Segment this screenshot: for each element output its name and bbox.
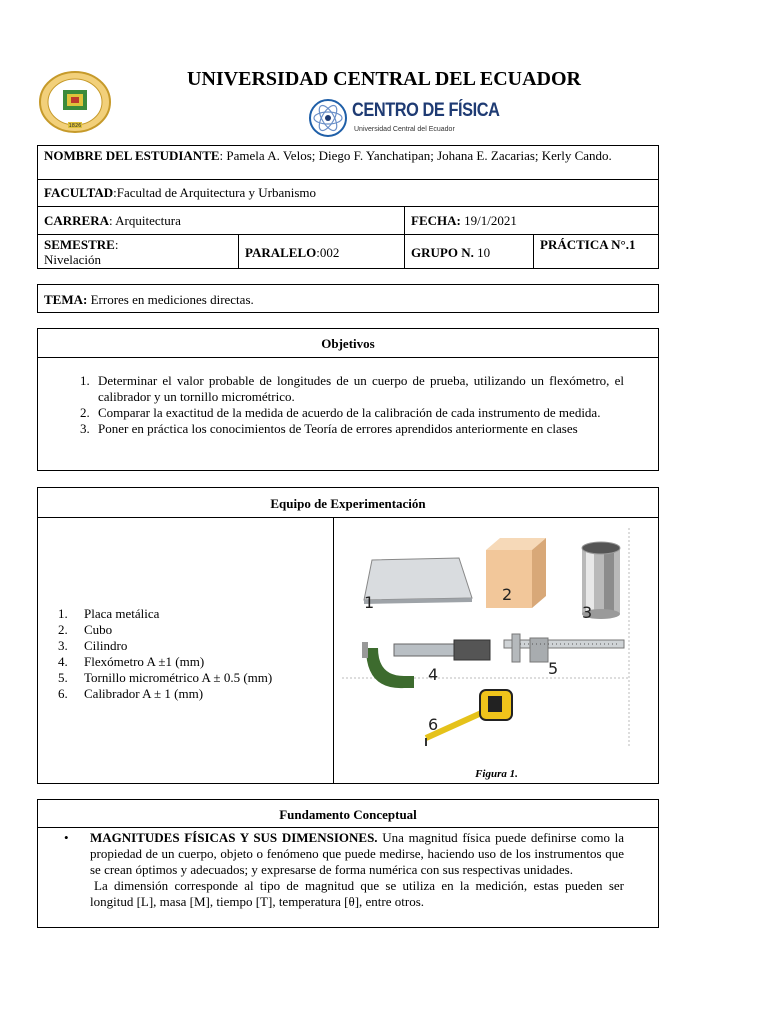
topic-value: Errores en mediciones directas. — [87, 292, 254, 307]
group-label: GRUPO N. — [411, 245, 474, 260]
student-row — [38, 146, 658, 165]
topic-label: TEMA: — [44, 292, 88, 307]
objectives-list — [80, 373, 624, 437]
faculty-row — [38, 183, 658, 202]
list-number: 1. — [58, 606, 68, 621]
student-label: NOMBRE DEL ESTUDIANTE — [44, 148, 220, 163]
semester-cell — [38, 235, 238, 269]
practice-cell: PRÁCTICA N°.1 — [540, 237, 636, 252]
list-item — [58, 686, 338, 702]
fundamento-text-1: Una magnitud física puede definirse como la propiedad de un cuerpo, objeto o fenómeno que puede medirse, haciendo uso de los instrumentos que se crean óptimos y adecuados; y expresarse de forma numérica con sus respectivas unidades. — [90, 830, 624, 877]
figure-caption: Figura 1. — [475, 768, 518, 780]
list-number: 1. — [80, 373, 90, 388]
fundamento-body — [64, 830, 624, 910]
micrometer-image — [362, 640, 490, 688]
list-item — [58, 638, 338, 654]
list-text: Comparar la exactitud de la medida de acuerdo de la calibración de cada instrumento de medida. — [98, 405, 601, 420]
parallel-label: PARALELO — [245, 245, 317, 260]
fundamento-paragraph-2: La dimensión corresponde al tipo de magnitud que se utiliza en la medición, estas pueden ser longitud [L], masa [M], tiempo [T], temperatura [θ], entre otros. — [90, 878, 624, 909]
list-number: 6. — [58, 686, 68, 701]
list-text: Calibrador A ± 1 (mm) — [84, 686, 204, 701]
figure-label-5: 5 — [548, 659, 559, 678]
list-item — [58, 622, 338, 638]
objectives-title: Objetivos — [321, 336, 375, 351]
list-number: 5. — [58, 670, 68, 685]
topic-row — [38, 290, 658, 309]
list-text: Determinar el valor probable de longitudes de un cuerpo de prueba, utilizando un flexómetro, el calibrador y un tornillo micrométrico. — [98, 373, 624, 404]
list-number: 3. — [80, 421, 90, 436]
list-item — [58, 606, 338, 622]
figure-label-6: 6 — [428, 715, 439, 734]
student-value: : Pamela A. Velos; Diego F. Yanchatipan; Johana E. Zacarias; Kerly Cando. — [219, 148, 612, 163]
equipment-box — [37, 487, 659, 784]
list-number: 3. — [58, 638, 68, 653]
centro-de-fisica-logo — [308, 98, 500, 140]
date-cell — [405, 211, 655, 230]
semester-colon: : — [114, 237, 119, 252]
list-item — [80, 373, 624, 405]
list-text: Poner en práctica los conocimientos de Teoría de errores aprendidos anteriormente en clases — [98, 421, 578, 436]
tape-measure-image — [426, 690, 512, 746]
semester-label: SEMESTRE — [44, 237, 115, 252]
list-text: Flexómetro A ±1 (mm) — [84, 654, 205, 669]
equipment-list — [58, 606, 338, 702]
list-item — [80, 405, 624, 421]
career-value: : Arquitectura — [109, 213, 181, 228]
list-number: 4. — [58, 654, 68, 669]
parallel-cell — [239, 243, 404, 262]
bullet-icon: • — [64, 830, 69, 845]
group-value: 10 — [473, 245, 491, 260]
fundamento-heading: MAGNITUDES FÍSICAS Y SUS DIMENSIONES. — [90, 830, 378, 845]
logo-subtitle: Universidad Central del Ecuador — [354, 126, 455, 133]
atom-icon — [308, 98, 348, 138]
seal-year: 1826 — [68, 123, 82, 129]
objectives-box — [37, 328, 659, 471]
date-label: FECHA: — [411, 213, 461, 228]
student-info-table — [37, 145, 659, 269]
metal-plate-image — [364, 558, 472, 604]
group-cell — [405, 243, 533, 262]
fundamento-box — [37, 799, 659, 928]
list-item — [58, 670, 338, 686]
equipment-figure — [334, 488, 659, 784]
figure-label-4: 4 — [428, 665, 439, 684]
fundamento-title: Fundamento Conceptual — [279, 807, 417, 822]
figure-label-2: 2 — [502, 585, 513, 604]
cube-image — [486, 538, 546, 608]
career-label: CARRERA — [44, 213, 109, 228]
equipment-title: Equipo de Experimentación — [270, 496, 426, 511]
faculty-value: :Facultad de Arquitectura y Urbanismo — [113, 185, 316, 200]
list-text: Tornillo micrométrico A ± 0.5 (mm) — [84, 670, 273, 685]
list-item — [58, 654, 338, 670]
list-text: Cilindro — [84, 638, 128, 653]
logo-name: CENTRO DE FÍSICA — [352, 100, 500, 121]
figure-label-1: 1 — [364, 593, 375, 612]
list-number: 2. — [58, 622, 68, 637]
semester-value: Nivelación — [44, 252, 102, 267]
list-text: Cubo — [84, 622, 113, 637]
university-title: UNIVERSIDAD CENTRAL DEL ECUADOR — [187, 68, 581, 90]
topic-box — [37, 284, 659, 313]
list-text: Placa metálica — [84, 606, 160, 621]
career-cell — [38, 211, 404, 230]
faculty-label: FACULTAD — [44, 185, 114, 200]
list-item — [80, 421, 624, 437]
fundamento-paragraph-1 — [90, 830, 624, 878]
figure-label-3: 3 — [582, 603, 593, 622]
parallel-value: :002 — [316, 245, 340, 260]
caliper-image — [504, 634, 624, 662]
list-number: 2. — [80, 405, 90, 420]
date-value: 19/1/2021 — [460, 213, 517, 228]
